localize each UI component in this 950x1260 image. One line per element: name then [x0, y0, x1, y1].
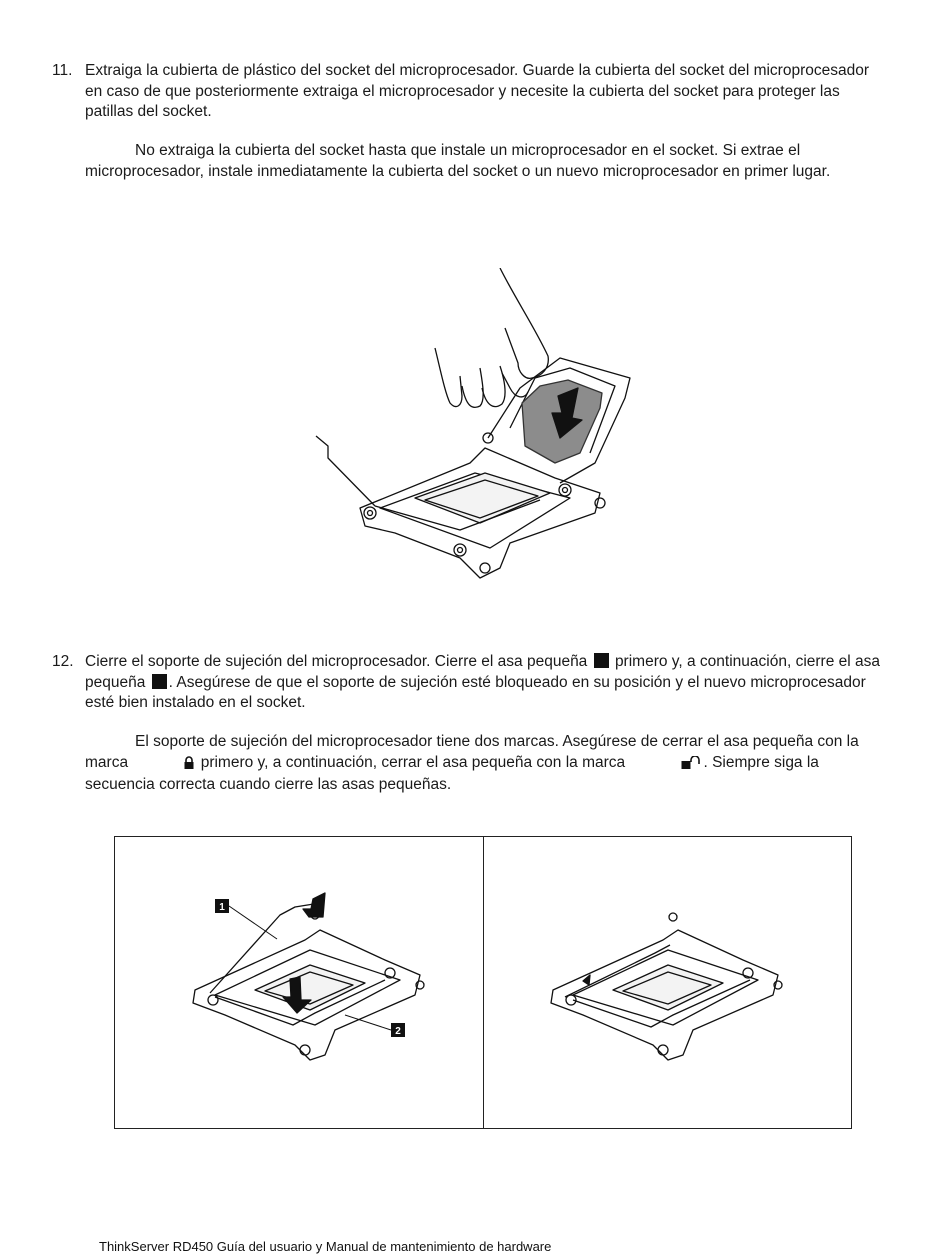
callout-2-icon — [152, 674, 167, 689]
step-12-note: El soporte de sujeción del microprocesador tiene dos marcas. Asegúrese de cerrar el asa pequeña con la marca primero y, a continuación, cerrar el asa pequeña con la marca . Siempre siga la secuencia correcta cuando cierre las asas pequeñas. — [85, 733, 859, 793]
levers-closed-illustration — [545, 905, 785, 1085]
step-12 — [52, 652, 882, 714]
callout-2-label: 2 — [395, 1026, 401, 1037]
closing-levers-illustration — [185, 885, 425, 1085]
step-11 — [52, 61, 882, 123]
socket-cover-removal-illustration — [310, 268, 640, 598]
callout-1-label: 1 — [219, 902, 225, 913]
callout-1-icon — [594, 653, 609, 668]
page-footer: ThinkServer RD450 Guía del usuario y Manual de mantenimiento de hardware — [99, 1239, 552, 1254]
step-text: Extraiga la cubierta de plástico del socket del microprocesador. Guarde la cubierta del socket del microprocesador en caso de que posteriormente extraiga el microprocesador y necesite la cubierta del socket para proteger las patillas del socket. — [85, 62, 870, 120]
step-number: 11. — [52, 62, 73, 79]
step-number: 12. — [52, 653, 74, 670]
step-11-note: No extraiga la cubierta del socket hasta que instale un microprocesador en el socket. Si extrae el microprocesador, instale inmediatamente la cubierta del socket o un nuevo microprocesador en primer lugar. — [85, 142, 831, 180]
retention-bracket-figure-panels — [114, 836, 852, 1129]
open-lock-icon — [631, 755, 701, 776]
step-text: Cierre el soporte de sujeción del microprocesador. Cierre el asa pequeña primero y, a continuación, cierre el asa pequeña . Asegúrese de que el soporte de sujeción esté bloqueado en su posición y el nuevo microprocesador esté bien instalado en el socket. — [85, 653, 880, 711]
panel-divider — [483, 837, 484, 1128]
closed-lock-icon — [134, 755, 194, 776]
